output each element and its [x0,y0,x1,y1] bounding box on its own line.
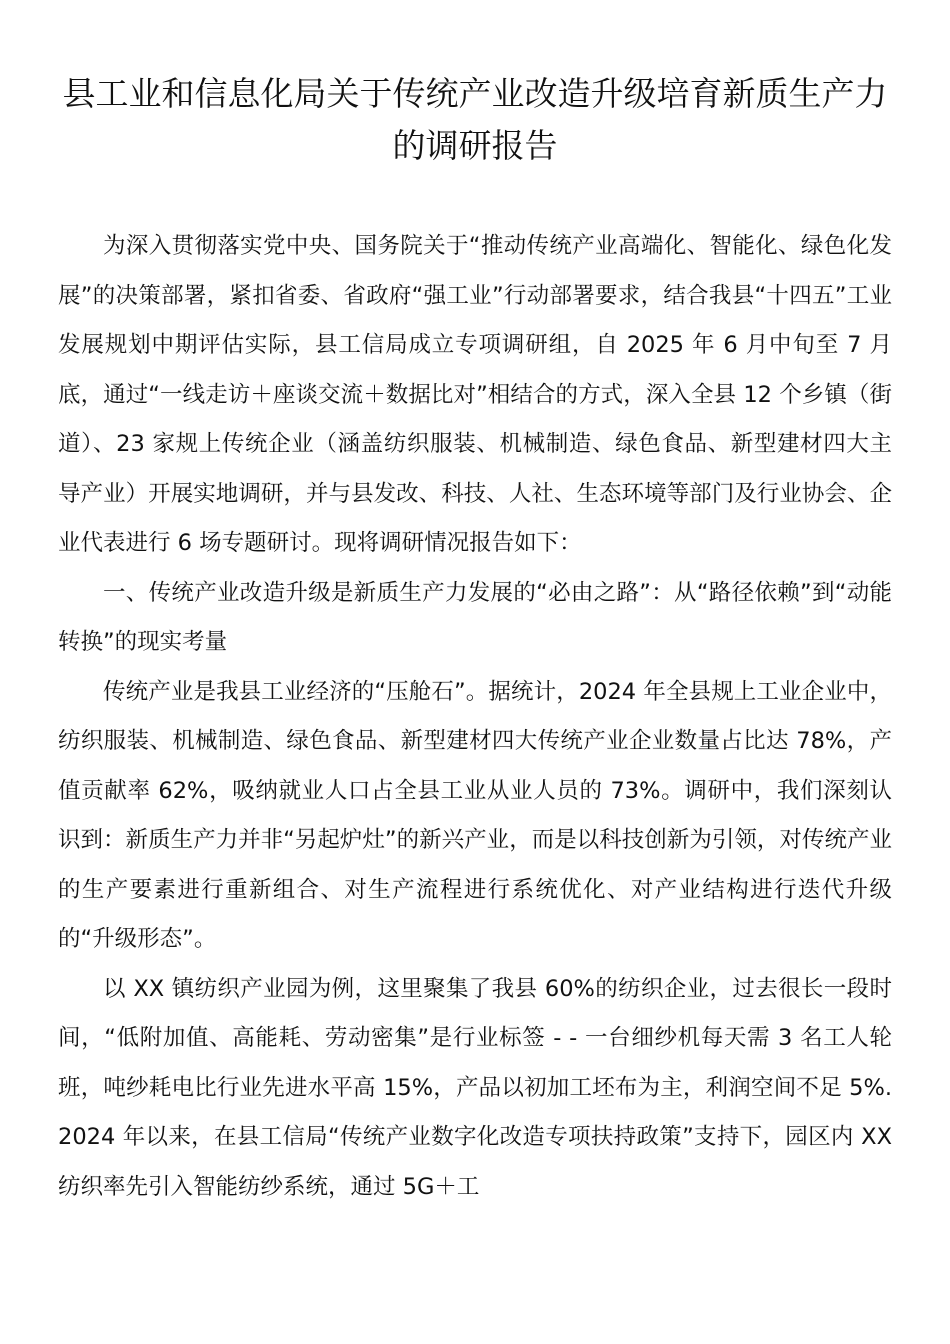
document-title: 县工业和信息化局关于传统产业改造升级培育新质生产力的调研报告 [62,74,888,165]
paragraph-traditional-industry: 传统产业是我县工业经济的“压舱石”。据统计，2024 年全县规上工业企业中，纺织服装、机械制造、绿色食品、新型建材四大传统产业企业数量占比达 78%，产值贡献率 62%，吸纳就业人口占全县工业从业人员的 73%。调研中，我们深刻认识到：新质生产力并非“另起炉灶”的新兴产业，而是以科技创新为引领，对传统产业的生产要素进行重新组合、对生产流程进行系统优化、对产业结构进行迭代升级的“升级形态”。 [58,678,892,952]
document-body [58,222,892,1212]
paragraph-intro: 为深入贯彻落实党中央、国务院关于“推动传统产业高端化、智能化、绿色化发展”的决策部署，紧扣省委、省政府“强工业”行动部署要求，结合我县“十四五”工业发展规划中期评估实际，县工信局成立专项调研组，自 2025 年 6 月中旬至 7 月底，通过“一线走访＋座谈交流＋数据比对”相结合的方式，深入全县 12 个乡镇（街道）、23 家规上传统企业（涵盖纺织服装、机械制造、绿色食品、新型建材四大主导产业）开展实地调研，并与县发改、科技、人社、生态环境等部门及行业协会、企业代表进行 6 场专题研讨。现将调研情况报告如下： [58,233,892,556]
section-heading-1: 一、传统产业改造升级是新质生产力发展的“必由之路”：从“路径依赖”到“动能转换”的现实考量 [58,579,892,655]
paragraph-textile-example: 以 XX 镇纺织产业园为例，这里聚集了我县 60%的纺织企业，过去很长一段时间，“低附加值、高能耗、劳动密集”是行业标签 - - 一台细纱机每天需 3 名工人轮班，吨纱耗电比行业先进水平高 15%，产品以初加工坯布为主，利润空间不足 5%.2024 年以来，在县工信局“传统产业数字化改造专项扶持政策”支持下，园区内 XX 纺织率先引入智能纺纱系统，通过 5G＋工 [58,975,892,1200]
